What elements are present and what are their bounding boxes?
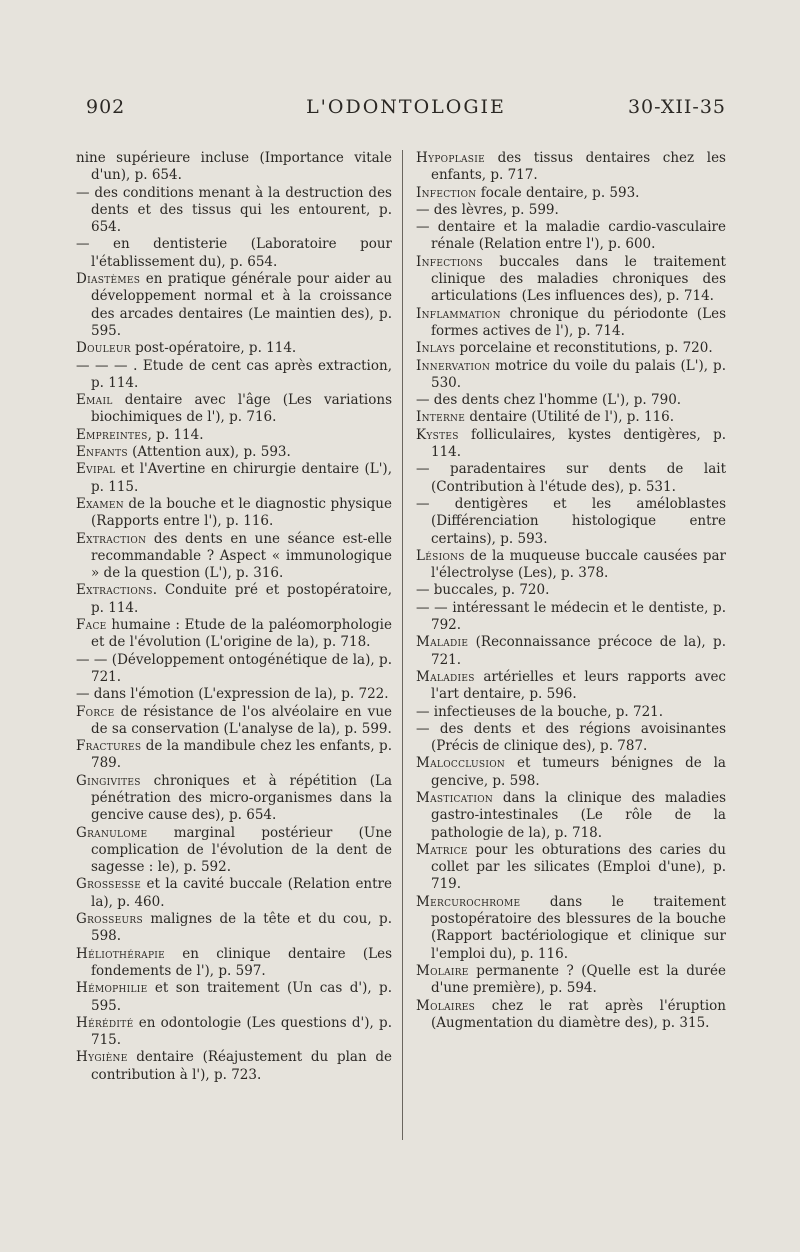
index-text: chronique du périodonte (Les formes actives de l'), p. 714. — [431, 305, 726, 339]
index-keyword: Inflammation — [416, 305, 501, 322]
index-text: en odontologie (Les questions d'), p. 715. — [91, 1014, 392, 1049]
index-keyword: Examen — [76, 495, 124, 512]
index-keyword: Email — [76, 392, 113, 409]
index-entry — [76, 427, 392, 444]
index-keyword: Kystes — [416, 426, 459, 443]
index-entry — [76, 704, 392, 739]
page-number: 902 — [86, 96, 126, 118]
index-text: et son traitement (Un cas d'), p. 595. — [91, 980, 392, 1014]
index-keyword: Granulome — [76, 824, 148, 841]
index-entry — [76, 582, 392, 617]
index-entry — [416, 842, 726, 894]
index-entry — [76, 531, 392, 583]
index-keyword: Interne — [416, 409, 466, 426]
index-entry — [76, 738, 392, 773]
index-text: de la muqueuse buccale causées par l'électrolyse (Les), p. 378. — [431, 547, 726, 582]
index-keyword: Grosseurs — [76, 911, 143, 928]
index-text: de résistance de l'os alvéolaire en vue de sa conservation (L'analyse de la), p. 599. — [91, 703, 392, 737]
index-entry — [76, 686, 392, 703]
index-keyword: Héliothérapie — [76, 945, 166, 962]
index-entry — [416, 600, 726, 635]
index-text: — des lèvres, p. 599. — [416, 201, 559, 218]
index-keyword: Matrice — [416, 841, 468, 858]
index-column-right — [416, 150, 726, 1032]
index-keyword: Empreintes — [76, 426, 148, 443]
index-text: dentaire (Utilité de l'), p. 116. — [465, 409, 675, 426]
index-text: dans la clinique des maladies gastro-intestinales (Le rôle de la pathologie de la), p. 718. — [431, 789, 726, 841]
index-entry — [76, 185, 392, 237]
index-text: — — — . Etude de cent cas après extraction, p. 114. — [76, 357, 392, 391]
index-text: — dentaire et la maladie cardio-vasculaire rénale (Relation entre l'), p. 600. — [416, 219, 726, 253]
index-text: des dents en une séance est-elle recommandable ? Aspect « immunologique » de la question (L'), p. 316. — [91, 530, 392, 582]
index-entry — [76, 150, 392, 185]
index-text: et la cavité buccale (Relation entre la), p. 460. — [91, 876, 392, 910]
running-title: L'ODONTOLOGIE — [306, 96, 506, 118]
index-entry — [416, 358, 726, 393]
column-divider — [402, 150, 403, 1140]
index-entry — [416, 704, 726, 721]
index-entry — [416, 254, 726, 306]
index-text: pour les obturations des caries du collet par les silicates (Emploi d'une), p. 719. — [431, 841, 726, 893]
index-text: en clinique dentaire (Les fondements de l'), p. 597. — [91, 945, 392, 979]
index-text: (Reconnaissance précoce de la), p. 721. — [431, 634, 726, 668]
index-keyword: Extractions — [76, 582, 153, 599]
index-text: chroniques et à répétition (La pénétration des micro-organismes dans la gencive cause des), p. 654. — [91, 772, 392, 824]
index-keyword: Gingivites — [76, 772, 141, 789]
index-text: de la bouche et le diagnostic physique (Rapports entre l'), p. 116. — [91, 495, 392, 530]
index-entry — [416, 755, 726, 790]
index-keyword: Lésions — [416, 547, 465, 564]
index-text: et tumeurs bénignes de la gencive, p. 598. — [431, 755, 726, 789]
index-entry — [76, 461, 392, 496]
index-entry — [76, 980, 392, 1015]
index-text: malignes de la tête et du cou, p. 598. — [91, 911, 392, 945]
index-keyword: Hypoplasie — [416, 150, 485, 166]
index-keyword: Molaire — [416, 962, 469, 979]
index-entry — [76, 1015, 392, 1050]
index-entry — [76, 911, 392, 946]
index-text: nine supérieure incluse (Importance vitale d'un), p. 654. — [76, 150, 392, 184]
page-header — [86, 96, 726, 126]
index-entry — [76, 496, 392, 531]
index-text: — en dentisterie (Laboratoire pour l'établissement du), p. 654. — [76, 236, 392, 270]
index-text: chez le rat après l'éruption (Augmentation du diamètre des), p. 315. — [431, 997, 726, 1031]
index-entry — [76, 444, 392, 461]
index-keyword: Inlays — [416, 340, 456, 357]
index-entry — [416, 185, 726, 202]
index-text: — — (Développement ontogénétique de la), p. 721. — [76, 651, 392, 685]
index-text: et l'Avertine en chirurgie dentaire (L'), p. 115. — [91, 461, 392, 495]
index-entry — [416, 219, 726, 254]
index-keyword: Mastication — [416, 789, 494, 806]
index-text: dans le traitement postopératoire des blessures de la bouche (Rapport bactériologique et clinique sur l'emploi du), p. 116. — [431, 893, 726, 962]
index-column-left — [76, 150, 392, 1084]
index-text: focale dentaire, p. 593. — [476, 184, 640, 201]
index-keyword: Enfants — [76, 444, 128, 461]
index-entry — [416, 963, 726, 998]
index-keyword: Evipal — [76, 461, 116, 478]
index-text: (Attention aux), p. 593. — [127, 444, 291, 461]
index-entry — [76, 392, 392, 427]
index-text: , p. 114. — [147, 426, 204, 443]
index-entry — [416, 409, 726, 426]
index-entry — [416, 461, 726, 496]
index-entry — [416, 582, 726, 599]
index-entry — [416, 669, 726, 704]
index-entry — [416, 790, 726, 842]
index-entry — [416, 548, 726, 583]
index-text: permanente ? (Quelle est la durée d'une première), p. 594. — [431, 962, 726, 997]
index-entry — [76, 652, 392, 687]
index-text: — infectieuses de la bouche, p. 721. — [416, 703, 664, 720]
index-keyword: Extraction — [76, 530, 147, 547]
index-keyword: Infections — [416, 253, 483, 270]
index-text: — des conditions menant à la destruction des dents et des tissus qui les entourent, p. 654. — [76, 184, 392, 236]
index-entry — [76, 946, 392, 981]
index-entry — [416, 150, 726, 185]
index-text: — dans l'émotion (L'expression de la), p. 722. — [76, 686, 389, 703]
index-text: humaine : Etude de la paléomorphologie et de l'évolution (L'origine de la), p. 718. — [91, 617, 392, 651]
index-keyword: Maladies — [416, 668, 475, 685]
index-keyword: Innervation — [416, 357, 491, 374]
index-keyword: Infection — [416, 184, 477, 201]
index-text: motrice du voile du palais (L'), p. 530. — [431, 357, 726, 391]
index-keyword: Hérédité — [76, 1014, 134, 1031]
index-text: post-opératoire, p. 114. — [130, 340, 297, 357]
index-text: de la mandibule chez les enfants, p. 789. — [91, 738, 392, 772]
index-entry — [416, 306, 726, 341]
index-text: — dentigères et les améloblastes (Différenciation histologique entre certains), p. 593. — [416, 495, 726, 547]
index-text: porcelaine et reconstitutions, p. 720. — [455, 340, 713, 357]
index-entry — [76, 825, 392, 877]
index-keyword: Fractures — [76, 738, 142, 755]
index-keyword: Malocclusion — [416, 755, 506, 772]
index-keyword: Diastèmes — [76, 271, 141, 288]
index-entry — [76, 773, 392, 825]
index-entry — [416, 634, 726, 669]
index-text: dentaire (Réajustement du plan de contribution à l'), p. 723. — [91, 1049, 392, 1083]
index-text: en pratique générale pour aider au développement normal et à la croissance des arcades dentaires (Le maintien des), p. 595. — [91, 271, 392, 339]
index-keyword: Grossesse — [76, 876, 142, 893]
index-text: buccales dans le traitement clinique des maladies chroniques des articulations (Les influences des), p. 714. — [431, 253, 726, 305]
index-entry — [76, 617, 392, 652]
index-entry — [416, 894, 726, 963]
index-text: — — intéressant le médecin et le dentiste, p. 792. — [416, 599, 726, 634]
index-keyword: Hygiène — [76, 1049, 128, 1066]
index-text: dentaire avec l'âge (Les variations biochimiques de l'), p. 716. — [91, 392, 392, 426]
index-entry — [76, 236, 392, 271]
index-entry — [416, 998, 726, 1033]
index-entry — [416, 496, 726, 548]
index-keyword: Maladie — [416, 634, 469, 651]
index-text: — des dents chez l'homme (L'), p. 790. — [416, 392, 682, 409]
index-text: folliculaires, kystes dentigères, p. 114. — [431, 426, 726, 461]
index-entry — [76, 340, 392, 357]
index-keyword: Face — [76, 617, 107, 634]
index-entry — [76, 358, 392, 393]
index-text: des tissus dentaires chez les enfants, p. 717. — [431, 150, 726, 184]
index-text: marginal postérieur (Une complication de l'évolution de la dent de sagesse : le), p. 592. — [91, 824, 392, 876]
index-entry — [76, 876, 392, 911]
index-text: artérielles et leurs rapports avec l'art dentaire, p. 596. — [431, 668, 726, 703]
index-entry — [76, 271, 392, 340]
index-keyword: Force — [76, 703, 115, 720]
index-entry — [76, 1049, 392, 1084]
index-keyword: Douleur — [76, 340, 131, 357]
index-entry — [416, 392, 726, 409]
index-text: — buccales, p. 720. — [416, 582, 550, 599]
index-keyword: Mercurochrome — [416, 893, 521, 910]
index-entry — [416, 340, 726, 357]
index-entry — [416, 202, 726, 219]
index-keyword: Molaires — [416, 997, 476, 1014]
index-text: — paradentaires sur dents de lait (Contribution à l'étude des), p. 531. — [416, 461, 726, 495]
index-entry — [416, 721, 726, 756]
index-keyword: Hémophilie — [76, 980, 148, 997]
issue-date: 30-XII-35 — [627, 96, 726, 118]
index-text: . Conduite pré et postopératoire, p. 114. — [91, 582, 392, 616]
index-entry — [416, 427, 726, 462]
index-text: — des dents et des régions avoisinantes (Précis de clinique des), p. 787. — [416, 720, 726, 755]
